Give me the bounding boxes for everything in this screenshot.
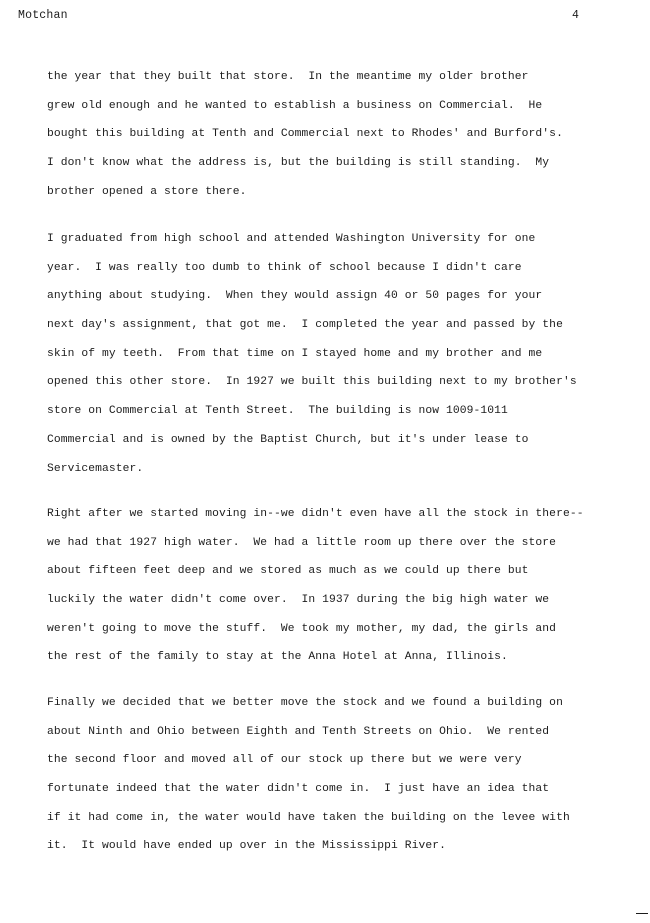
text-line: next day's assignment, that got me. I completed the year and passed by the xyxy=(47,319,563,332)
text-line: store on Commercial at Tenth Street. The building is now 1009-1011 xyxy=(47,405,508,418)
text-line: I don't know what the address is, but the building is still standing. My xyxy=(47,157,550,170)
text-line: fortunate indeed that the water didn't come in. I just have an idea that xyxy=(47,783,550,796)
text-line: year. I was really too dumb to think of school because I didn't care xyxy=(47,261,522,274)
text-line: it. It would have ended up over in the Mississippi River. xyxy=(47,840,446,853)
text-line: about Ninth and Ohio between Eighth and Tenth Streets on Ohio. We rented xyxy=(47,725,550,738)
text-line: if it had come in, the water would have taken the building on the levee with xyxy=(47,811,570,824)
header-name: Motchan xyxy=(18,9,68,22)
text-line: Right after we started moving in--we didn't even have all the stock in there-- xyxy=(47,508,584,520)
paragraph xyxy=(47,225,627,483)
text-line: I graduated from high school and attended Washington University for one xyxy=(47,233,536,245)
text-line: Servicemaster. xyxy=(47,462,144,475)
text-line: bought this building at Tenth and Commercial next to Rhodes' and Burford's. xyxy=(47,128,563,141)
text-line: the second floor and moved all of our stock up there but we were very xyxy=(47,754,522,767)
text-line: about fifteen feet deep and we stored as much as we could up there but xyxy=(47,565,529,578)
page-number: 4 xyxy=(572,9,579,22)
paragraph xyxy=(47,500,627,672)
text-line: luckily the water didn't come over. In 1937 during the big high water we xyxy=(47,594,550,607)
paragraph xyxy=(47,689,627,861)
text-line: Finally we decided that we better move the stock and we found a building on xyxy=(47,697,563,709)
page-edge-mark xyxy=(636,913,648,914)
text-line: the rest of the family to stay at the Anna Hotel at Anna, Illinois. xyxy=(47,651,508,664)
text-line: weren't going to move the stuff. We took my mother, my dad, the girls and xyxy=(47,622,557,635)
paragraph xyxy=(47,63,627,206)
text-line: anything about studying. When they would assign 40 or 50 pages for your xyxy=(47,290,543,303)
text-line: brother opened a store there. xyxy=(47,185,247,198)
text-line: skin of my teeth. From that time on I stayed home and my brother and me xyxy=(47,347,543,360)
text-line: grew old enough and he wanted to establish a business on Commercial. He xyxy=(47,99,543,112)
text-line: the year that they built that store. In the meantime my older brother xyxy=(47,71,529,83)
text-line: Commercial and is owned by the Baptist Church, but it's under lease to xyxy=(47,433,529,446)
text-line: opened this other store. In 1927 we built this building next to my brother's xyxy=(47,376,577,389)
text-line: we had that 1927 high water. We had a little room up there over the store xyxy=(47,536,557,549)
